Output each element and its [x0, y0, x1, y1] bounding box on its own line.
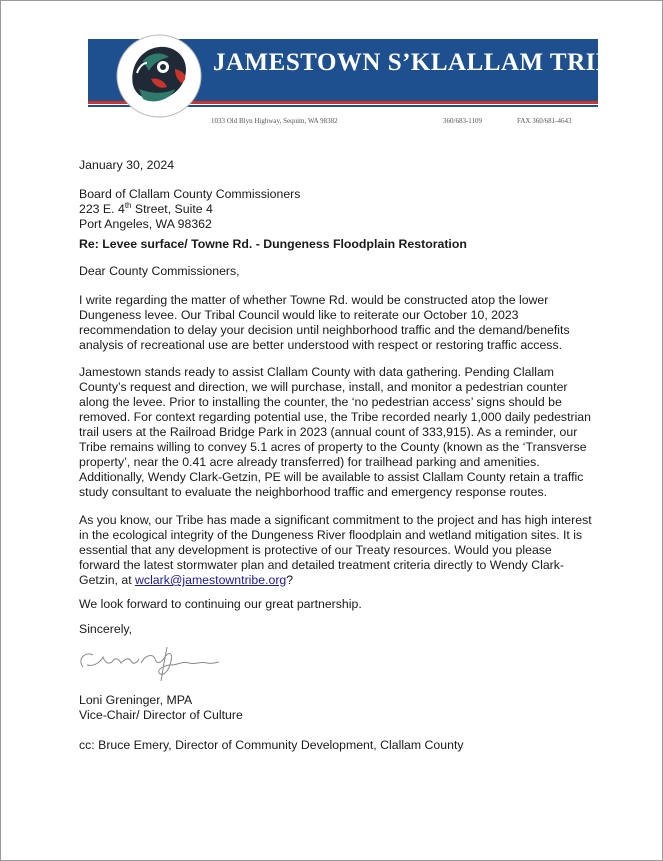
para1-line: Dungeness levee. Our Tribal Council would like to reiterate our October 10, 2023 [79, 308, 519, 322]
org-name: JAMESTOWN S’KLALLAM TRIBE [213, 49, 631, 76]
letterhead-fax: FAX 360/681-4643 [517, 117, 572, 125]
para1-line: I write regarding the matter of whether Towne Rd. would be constructed atop the lower [79, 293, 549, 307]
para1-line: analysis of recreational use are better understood with respect or restoring traffic access. [79, 338, 563, 352]
letterhead-address: 1033 Old Blyn Highway, Sequim, WA 98382 [211, 117, 338, 125]
para1-line: recommendation to delay your decision until neighborhood traffic and the demand/benefits [79, 323, 570, 337]
email-link[interactable]: wclark@jamestowntribe.org [135, 573, 287, 587]
letterhead-phone: 360/683-1109 [443, 117, 483, 125]
para3-line: forward the latest stormwater plan and detailed treatment criteria directly to Wendy Clark- [79, 558, 565, 572]
signer-name: Loni Greninger, MPA [79, 693, 193, 707]
para2-line: removed. For context regarding potential use, the Tribe recorded nearly 1,000 daily pedestrian [79, 410, 591, 424]
letter-date: January 30, 2024 [79, 158, 175, 172]
handwritten-signature [73, 637, 223, 687]
para2-line: along the levee. Prior to installing the counter, the ‘no pedestrian access’ signs should be [79, 395, 562, 409]
para3-last-line: Getzin, at wclark@jamestowntribe.org? [79, 573, 294, 587]
para2-line: Tribe remains willing to convey 5.1 acres of property to the County (known as the ‘Transverse [79, 440, 587, 454]
salutation: Dear County Commissioners, [79, 264, 240, 278]
recipient-line2: 223 E. 4th Street, Suite 4 [79, 200, 213, 216]
para2-line: trail users at the Railroad Bridge Park in 2023 (annual count of 333,915). As a reminder, our [79, 425, 578, 439]
para3-line: essential that any development is protective of our Treaty resources. Would you please [79, 543, 552, 557]
para2-line: Additionally, Wendy Clark-Getzin, PE will be available to assist Clallam County retain a traffic [79, 470, 584, 484]
signer-title: Vice-Chair/ Director of Culture [79, 708, 243, 722]
cc-line: cc: Bruce Emery, Director of Community Development, Clallam County [79, 738, 464, 752]
para3-line: As you know, our Tribe has made a significant commitment to the project and has high interest [79, 513, 592, 527]
para2-line: property’, near the 0.41 acre already transferred) for trailhead parking and amenities. [79, 455, 540, 469]
para2-line: County’s request and direction, we will purchase, install, and monitor a pedestrian counter [79, 380, 568, 394]
re-line: Re: Levee surface/ Towne Rd. - Dungeness Floodplain Restoration [79, 237, 467, 251]
para2-line: Jamestown stands ready to assist Clallam County with data gathering. Pending Clallam [79, 365, 555, 379]
para3-line: in the ecological integrity of the Dungeness River floodplain and wetland mitigation sites. It is [79, 528, 583, 542]
recipient-line1: Board of Clallam County Commissioners [79, 187, 301, 201]
recipient-line3: Port Angeles, WA 98362 [79, 217, 212, 231]
para2-line: study consultant to evaluate the neighborhood traffic and emergency response routes. [79, 485, 548, 499]
tribe-logo-icon [115, 33, 203, 119]
para4: We look forward to continuing our great partnership. [79, 597, 362, 611]
closing: Sincerely, [79, 622, 133, 636]
